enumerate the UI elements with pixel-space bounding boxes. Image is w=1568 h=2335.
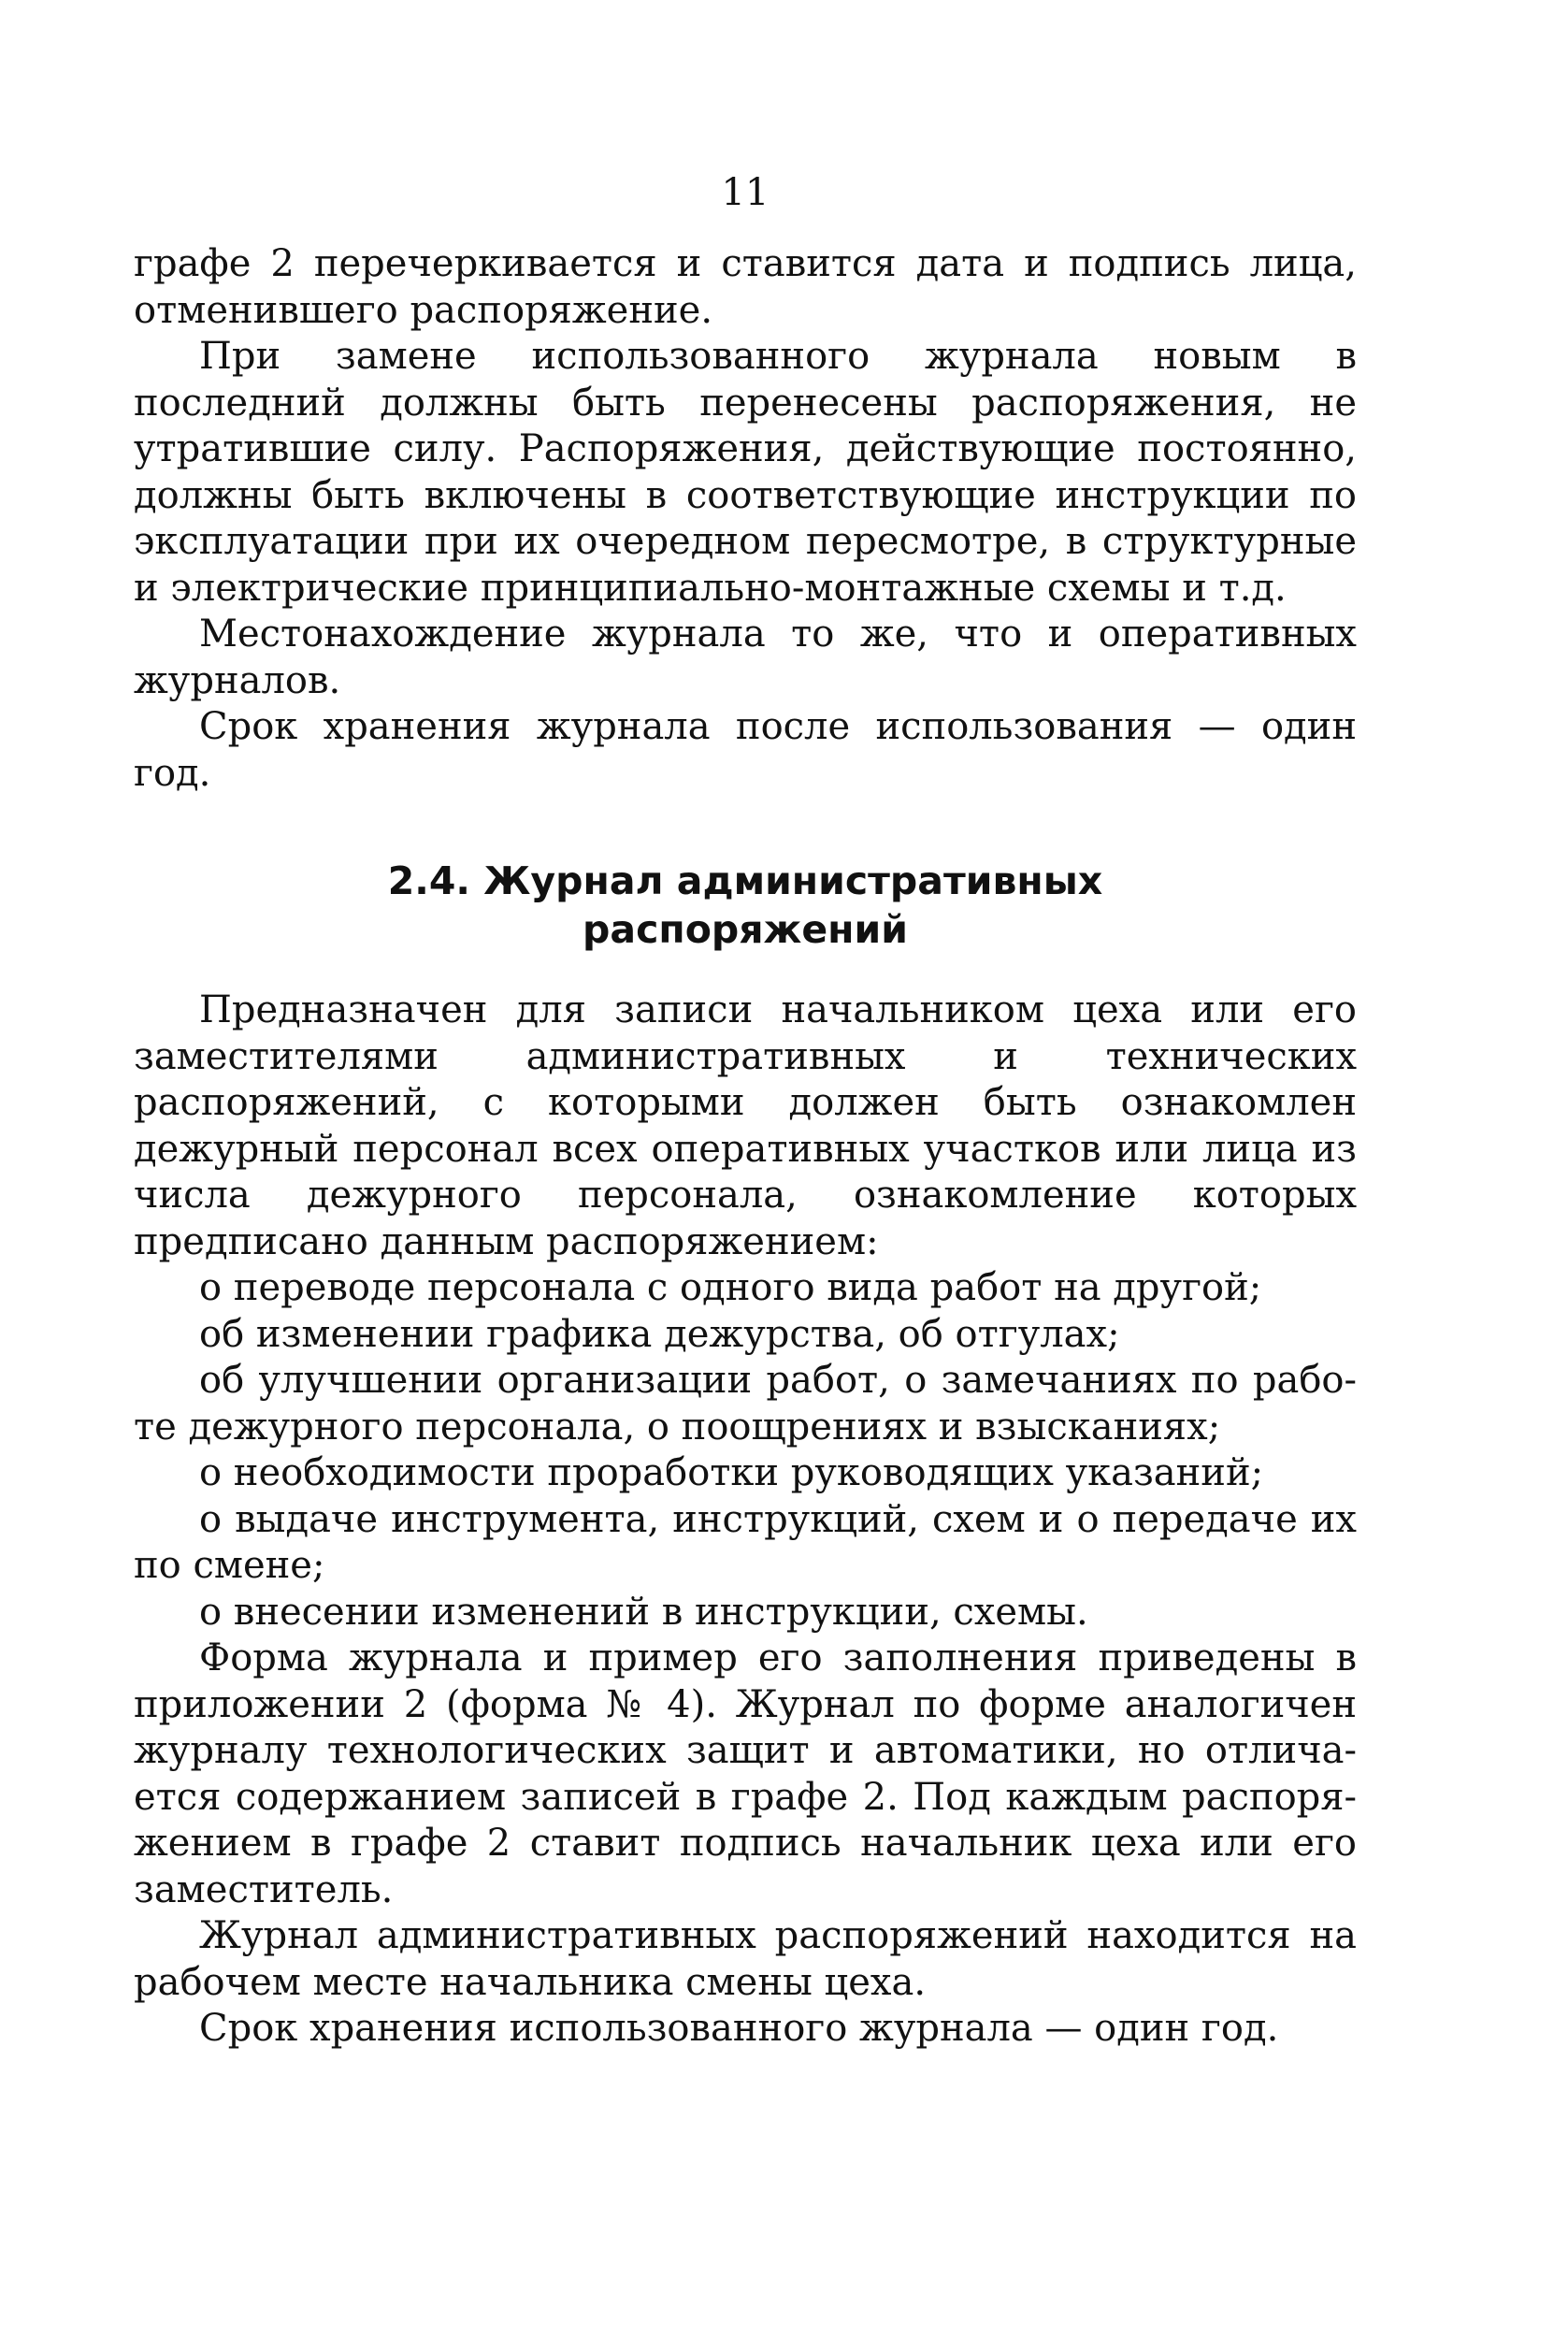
list-item: об изменении графика дежурства, об отгулах; (199, 1312, 1120, 1356)
section-heading (134, 857, 1357, 954)
section-heading-line-2: распоряжений (583, 907, 908, 952)
list-item: о переводе персонала с одного вида работ на другой; (199, 1266, 1262, 1309)
list-item: о внесении изменений в инструкции, схемы. (199, 1590, 1088, 1634)
section-heading-line-1: 2.4. Журнал административных (387, 858, 1103, 903)
list-item: о необходимости проработки руководящих указаний; (199, 1451, 1264, 1494)
paragraph-journal-form: Форма журнала и пример его заполнения приведены в приложении 2 (форма № 4). Журнал по форме аналогичен журналу технологических защит и автоматики, но отличается содержанием записей в графе 2. Под каждым распоряжением в графе 2 ставит подпись начальник цеха или его заместитель. (134, 1636, 1357, 1911)
paragraph-journal-location: Местонахождение журнала то же, что и оперативных журналов. (134, 613, 1357, 702)
paragraph-used-storage-period: Срок хранения использованного журнала — один год. (199, 2007, 1279, 2050)
paragraph-purpose: Предназначен для записи начальником цеха или его заместителями административных и технических распоряжений, с которыми должен быть ознакомлен дежурный персонал всех оперативных участков или лица из числа дежурного персонала, ознакомление которых предписано данным распоряжением: (134, 988, 1357, 1263)
page-number: 11 (721, 171, 770, 214)
document-page (134, 168, 1357, 2053)
paragraph-continuation: графе 2 перечеркивается и ставится дата и подпись лица, отменившего распоряжение. (134, 242, 1357, 332)
paragraph-journal-place: Журнал административных распоряжений находится на рабочем месте начальника смены цеха. (134, 1914, 1357, 2004)
paragraph-journal-replacement: При замене использованного журнала новым в последний должны быть перенесены распоряжения, не утратившие силу. Распоряжения, действующие постоянно, должны быть включены в соответствующие инструкции по эксплуатации при их очередном пересмотре, в структурные и электрические принципиально-монтажные схемы и т.д. (134, 335, 1357, 610)
list-item: об улучшении организации работ, о замечаниях по работе дежурного персонала, о поощрениях и взысканиях; (134, 1359, 1357, 1449)
list-item: о выдаче инструмента, инструкций, схем и о передаче их по смене; (134, 1497, 1357, 1587)
paragraph-storage-period: Срок хранения журнала после использования — один год. (134, 705, 1357, 795)
